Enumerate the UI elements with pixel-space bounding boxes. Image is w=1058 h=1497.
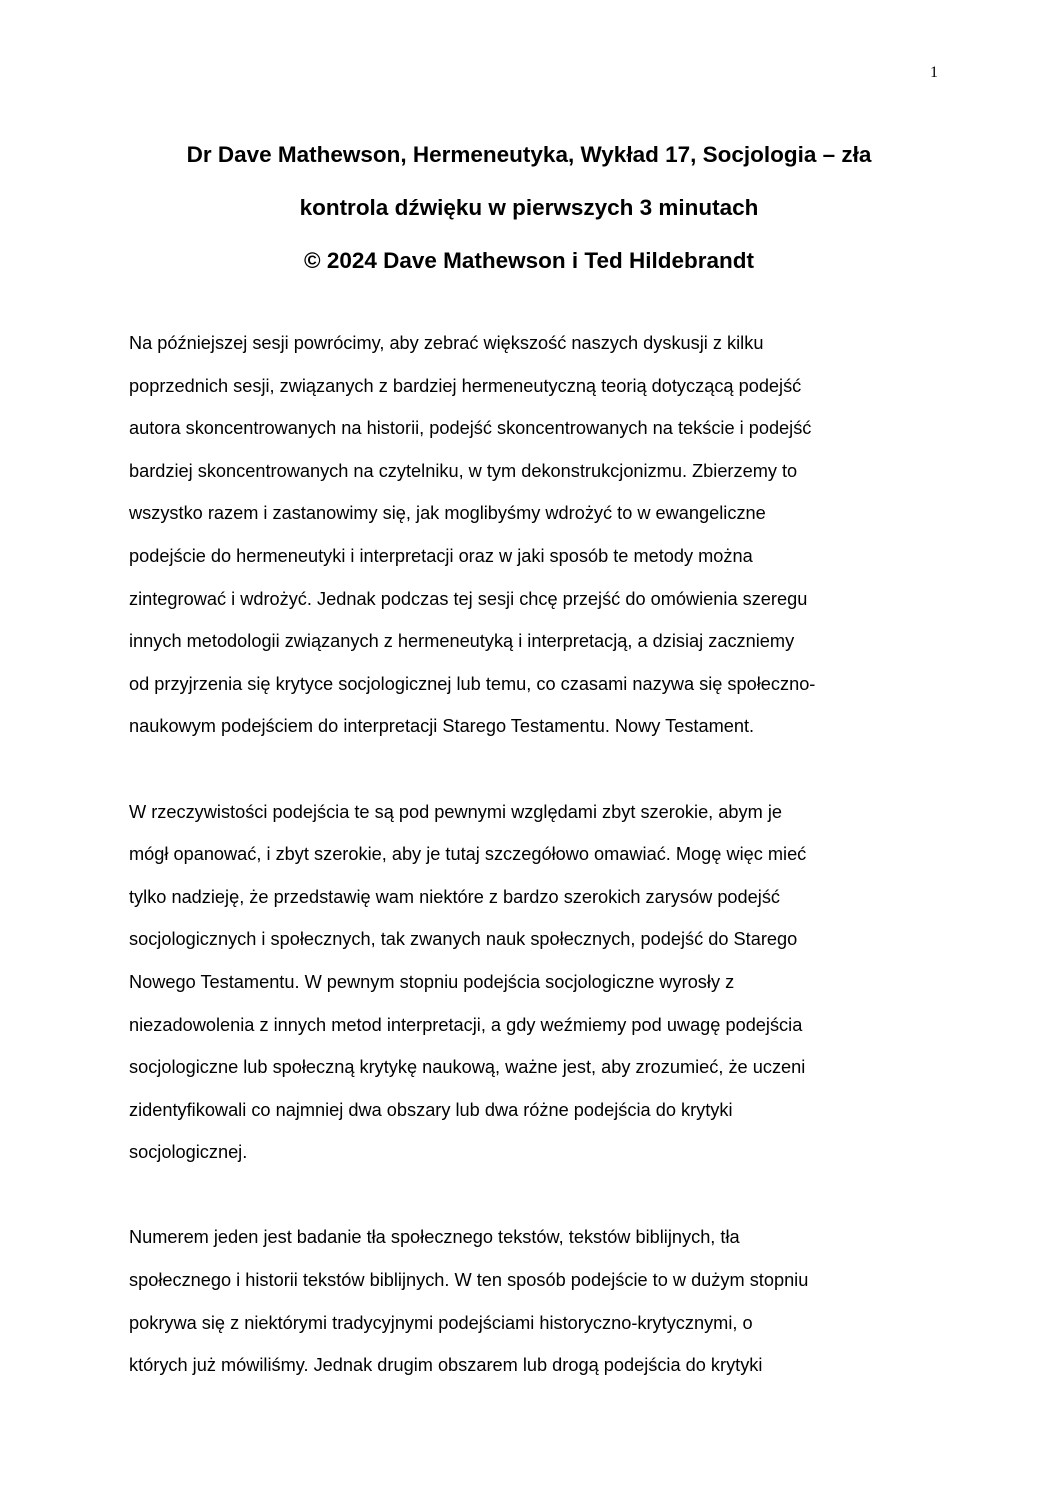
text-line: od przyjrzenia się krytyce socjologicznej lub temu, co czasami nazywa się społeczno- — [129, 673, 816, 694]
text-line: zidentyfikowali co najmniej dwa obszary lub dwa różne podejścia do krytyki — [129, 1099, 733, 1120]
text-line: mógł opanować, i zbyt szerokie, aby je tutaj szczegółowo omawiać. Mogę więc mieć — [129, 844, 807, 865]
title-line: kontrola dźwięku w pierwszych 3 minutach — [299, 195, 759, 220]
text-line: socjologiczne lub społeczną krytykę naukową, ważne jest, aby zrozumieć, że uczeni — [129, 1057, 806, 1078]
text-line: W rzeczywistości podejścia te są pod pewnymi względami zbyt szerokie, abym je — [129, 801, 782, 822]
document-body — [129, 322, 929, 1429]
text-line: autora skoncentrowanych na historii, podejść skoncentrowanych na tekście i podejść — [129, 418, 812, 439]
text-line: społecznego i historii tekstów biblijnych. W ten sposób podejście to w dużym stopniu — [129, 1270, 809, 1291]
text-line: Na późniejszej sesji powrócimy, aby zebrać większość naszych dyskusji z kilku — [129, 333, 764, 353]
text-line: wszystko razem i zastanowimy się, jak moglibyśmy wdrożyć to w ewangeliczne — [129, 503, 766, 524]
text-line: Nowego Testamentu. W pewnym stopniu podejścia socjologiczne wyrosły z — [129, 971, 735, 992]
page-number: 1 — [930, 64, 938, 81]
title-line: © 2024 Dave Mathewson i Ted Hildebrandt — [303, 248, 755, 273]
text-line: poprzednich sesji, związanych z bardziej hermeneutyczną teorią dotyczącą podejść — [129, 375, 802, 396]
text-line: pokrywa się z niektórymi tradycyjnymi podejściami historyczno-krytycznymi, o — [129, 1312, 753, 1333]
text-line: zintegrować i wdrożyć. Jednak podczas tej sesji chcę przejść do omówienia szeregu — [129, 588, 808, 609]
paragraph-3 — [129, 1216, 929, 1386]
text-line: socjologicznych i społecznych, tak zwanych nauk społecznych, podejść do Starego — [129, 929, 798, 950]
paragraph-1 — [129, 322, 929, 748]
text-line: których już mówiliśmy. Jednak drugim obszarem lub drogą podejścia do krytyki — [129, 1355, 763, 1376]
text-line: podejście do hermeneutyki i interpretacji oraz w jaki sposób te metody można — [129, 545, 753, 566]
text-line: Numerem jeden jest badanie tła społecznego tekstów, tekstów biblijnych, tła — [129, 1227, 740, 1248]
text-line: innych metodologii związanych z hermeneutyką i interpretacją, a dzisiaj zaczniemy — [129, 631, 795, 652]
title-line: Dr Dave Mathewson, Hermeneutyka, Wykład 17, Socjologia – zła — [186, 142, 872, 167]
text-line: niezadowolenia z innych metod interpretacji, a gdy weźmiemy pod uwagę podejścia — [129, 1014, 803, 1035]
paragraph-2 — [129, 791, 929, 1174]
text-line: socjologicznej. — [129, 1142, 248, 1163]
text-line: naukowym podejściem do interpretacji Starego Testamentu. Nowy Testament. — [129, 716, 755, 737]
text-line: tylko nadzieję, że przedstawię wam niektóre z bardzo szerokich zarysów podejść — [129, 886, 781, 907]
text-line: bardziej skoncentrowanych na czytelniku, w tym dekonstrukcjonizmu. Zbierzemy to — [129, 460, 798, 481]
document-title — [100, 128, 958, 287]
